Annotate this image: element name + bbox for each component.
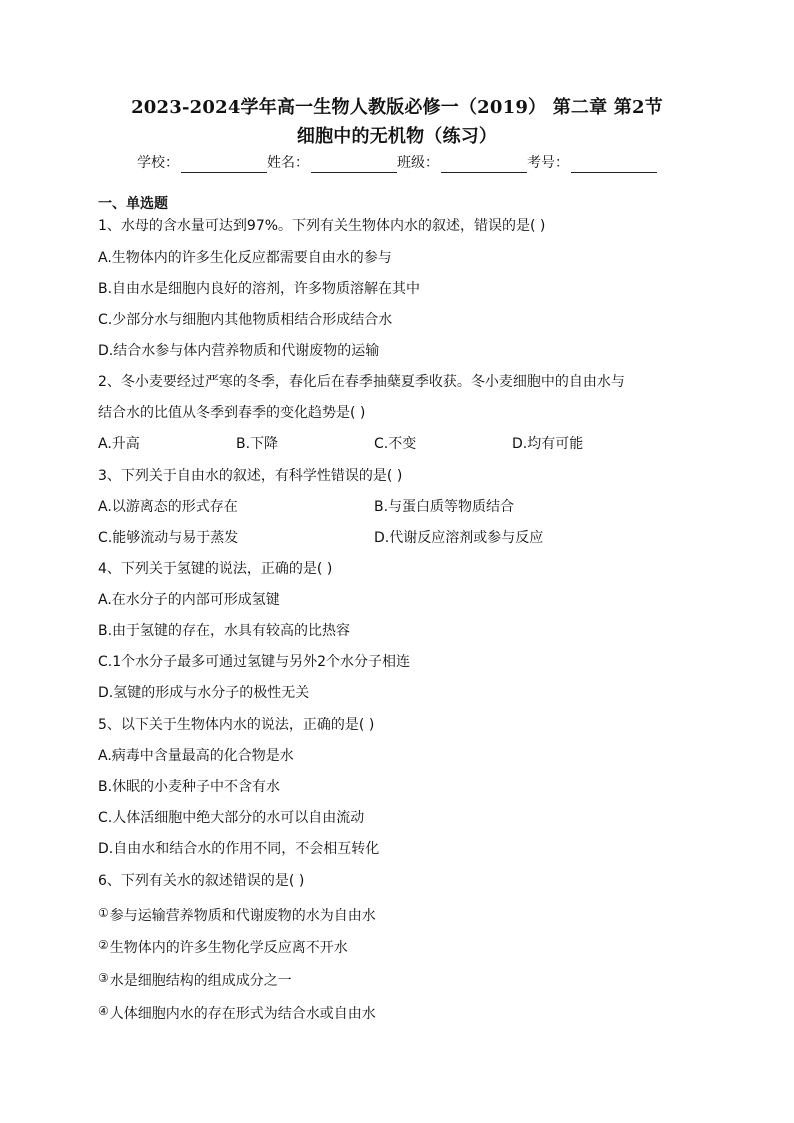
statement-1-text: 参与运输营养物质和代谢废物的水为自由水 (109, 908, 376, 924)
exam-no-blank[interactable] (571, 156, 657, 173)
statement-4-marker: ④ (98, 1004, 109, 1018)
question-5-option-d: D.自由水和结合水的作用不同，不会相互转化 (98, 841, 380, 857)
statement-3-text: 水是细胞结构的组成成分之一 (109, 973, 292, 989)
statement-4-text: 人体细胞内水的存在形式为结合水或自由水 (109, 1006, 376, 1022)
class-label: 班级： (397, 155, 439, 171)
statement-2-text: 生物体内的许多生物化学反应离不开水 (109, 940, 348, 956)
question-2-option-b: B.下降 (236, 436, 279, 452)
question-2-option-c: C.不变 (374, 436, 417, 452)
question-2-option-d: D.均有可能 (512, 436, 584, 452)
class-blank[interactable] (441, 156, 527, 173)
question-4-option-c: C.1个水分子最多可通过氢键与另外2个水分子相连 (98, 654, 411, 670)
student-info-row (0, 153, 794, 173)
question-6-statement-3 (98, 968, 292, 991)
question-5-option-c: C.人体活细胞中绝大部分的水可以自由流动 (98, 810, 365, 826)
question-3-stem: 3、下列关于自由水的叙述，有科学性错误的是( ) (98, 468, 403, 484)
statement-2-marker: ② (98, 938, 109, 952)
exam-no-label: 考号： (527, 155, 569, 171)
question-1-option-d: D.结合水参与体内营养物质和代谢废物的运输 (98, 343, 380, 359)
page-title: 2023-2024学年高一生物人教版必修一（2019） 第二章 第2节 (131, 97, 663, 118)
question-6-statement-4 (98, 1001, 376, 1024)
section-heading: 一、单选题 (98, 196, 168, 212)
school-label: 学校： (137, 155, 179, 171)
question-1-option-a: A.生物体内的许多生化反应都需要自由水的参与 (98, 250, 392, 266)
exam-no-field (527, 153, 657, 173)
question-3-options-row-1 (98, 497, 650, 517)
question-2-stem-line-2: 结合水的比值从冬季到春季的变化趋势是( ) (98, 405, 366, 421)
question-4-option-b: B.由于氢键的存在，水具有较高的比热容 (98, 623, 351, 639)
page-subtitle: 细胞中的无机物（练习） (296, 126, 498, 147)
school-blank[interactable] (181, 156, 267, 173)
question-3-option-c: C.能够流动与易于蒸发 (98, 530, 239, 546)
question-4-stem: 4、下列关于氢键的说法，正确的是( ) (98, 561, 333, 577)
question-2-options (98, 434, 650, 454)
question-1-stem: 1、水母的含水量可达到97%。下列有关生物体内水的叙述，错误的是( ) (98, 218, 546, 234)
name-field (267, 153, 397, 173)
question-3-option-d: D.代谢反应溶剂或参与反应 (374, 530, 544, 546)
name-blank[interactable] (311, 156, 397, 173)
question-3-option-a: A.以游离态的形式存在 (98, 499, 238, 515)
question-3-options-row-2 (98, 528, 650, 548)
question-5-option-b: B.休眠的小麦种子中不含有水 (98, 779, 281, 795)
question-4-option-a: A.在水分子的内部可形成氢键 (98, 592, 280, 608)
statement-3-marker: ③ (98, 971, 109, 985)
statement-1-marker: ① (98, 906, 109, 920)
question-5-stem: 5、以下关于生物体内水的说法，正确的是( ) (98, 717, 375, 733)
school-field (137, 153, 267, 173)
question-2-stem-line-1: 2、冬小麦要经过严寒的冬季，春化后在春季抽蘖夏季收获。冬小麦细胞中的自由水与 (98, 374, 625, 390)
name-label: 姓名： (267, 155, 309, 171)
question-1-option-b: B.自由水是细胞内良好的溶剂，许多物质溶解在其中 (98, 281, 421, 297)
question-4-option-d: D.氢键的形成与水分子的极性无关 (98, 685, 310, 701)
question-5-option-a: A.病毒中含量最高的化合物是水 (98, 748, 294, 764)
question-3-option-b: B.与蛋白质等物质结合 (374, 499, 515, 515)
class-field (397, 153, 527, 173)
question-6-statement-2 (98, 935, 348, 958)
question-6-stem: 6、下列有关水的叙述错误的是( ) (98, 873, 305, 889)
question-1-option-c: C.少部分水与细胞内其他物质相结合形成结合水 (98, 312, 393, 328)
question-6-statement-1 (98, 903, 376, 926)
question-2-option-a: A.升高 (98, 436, 140, 452)
